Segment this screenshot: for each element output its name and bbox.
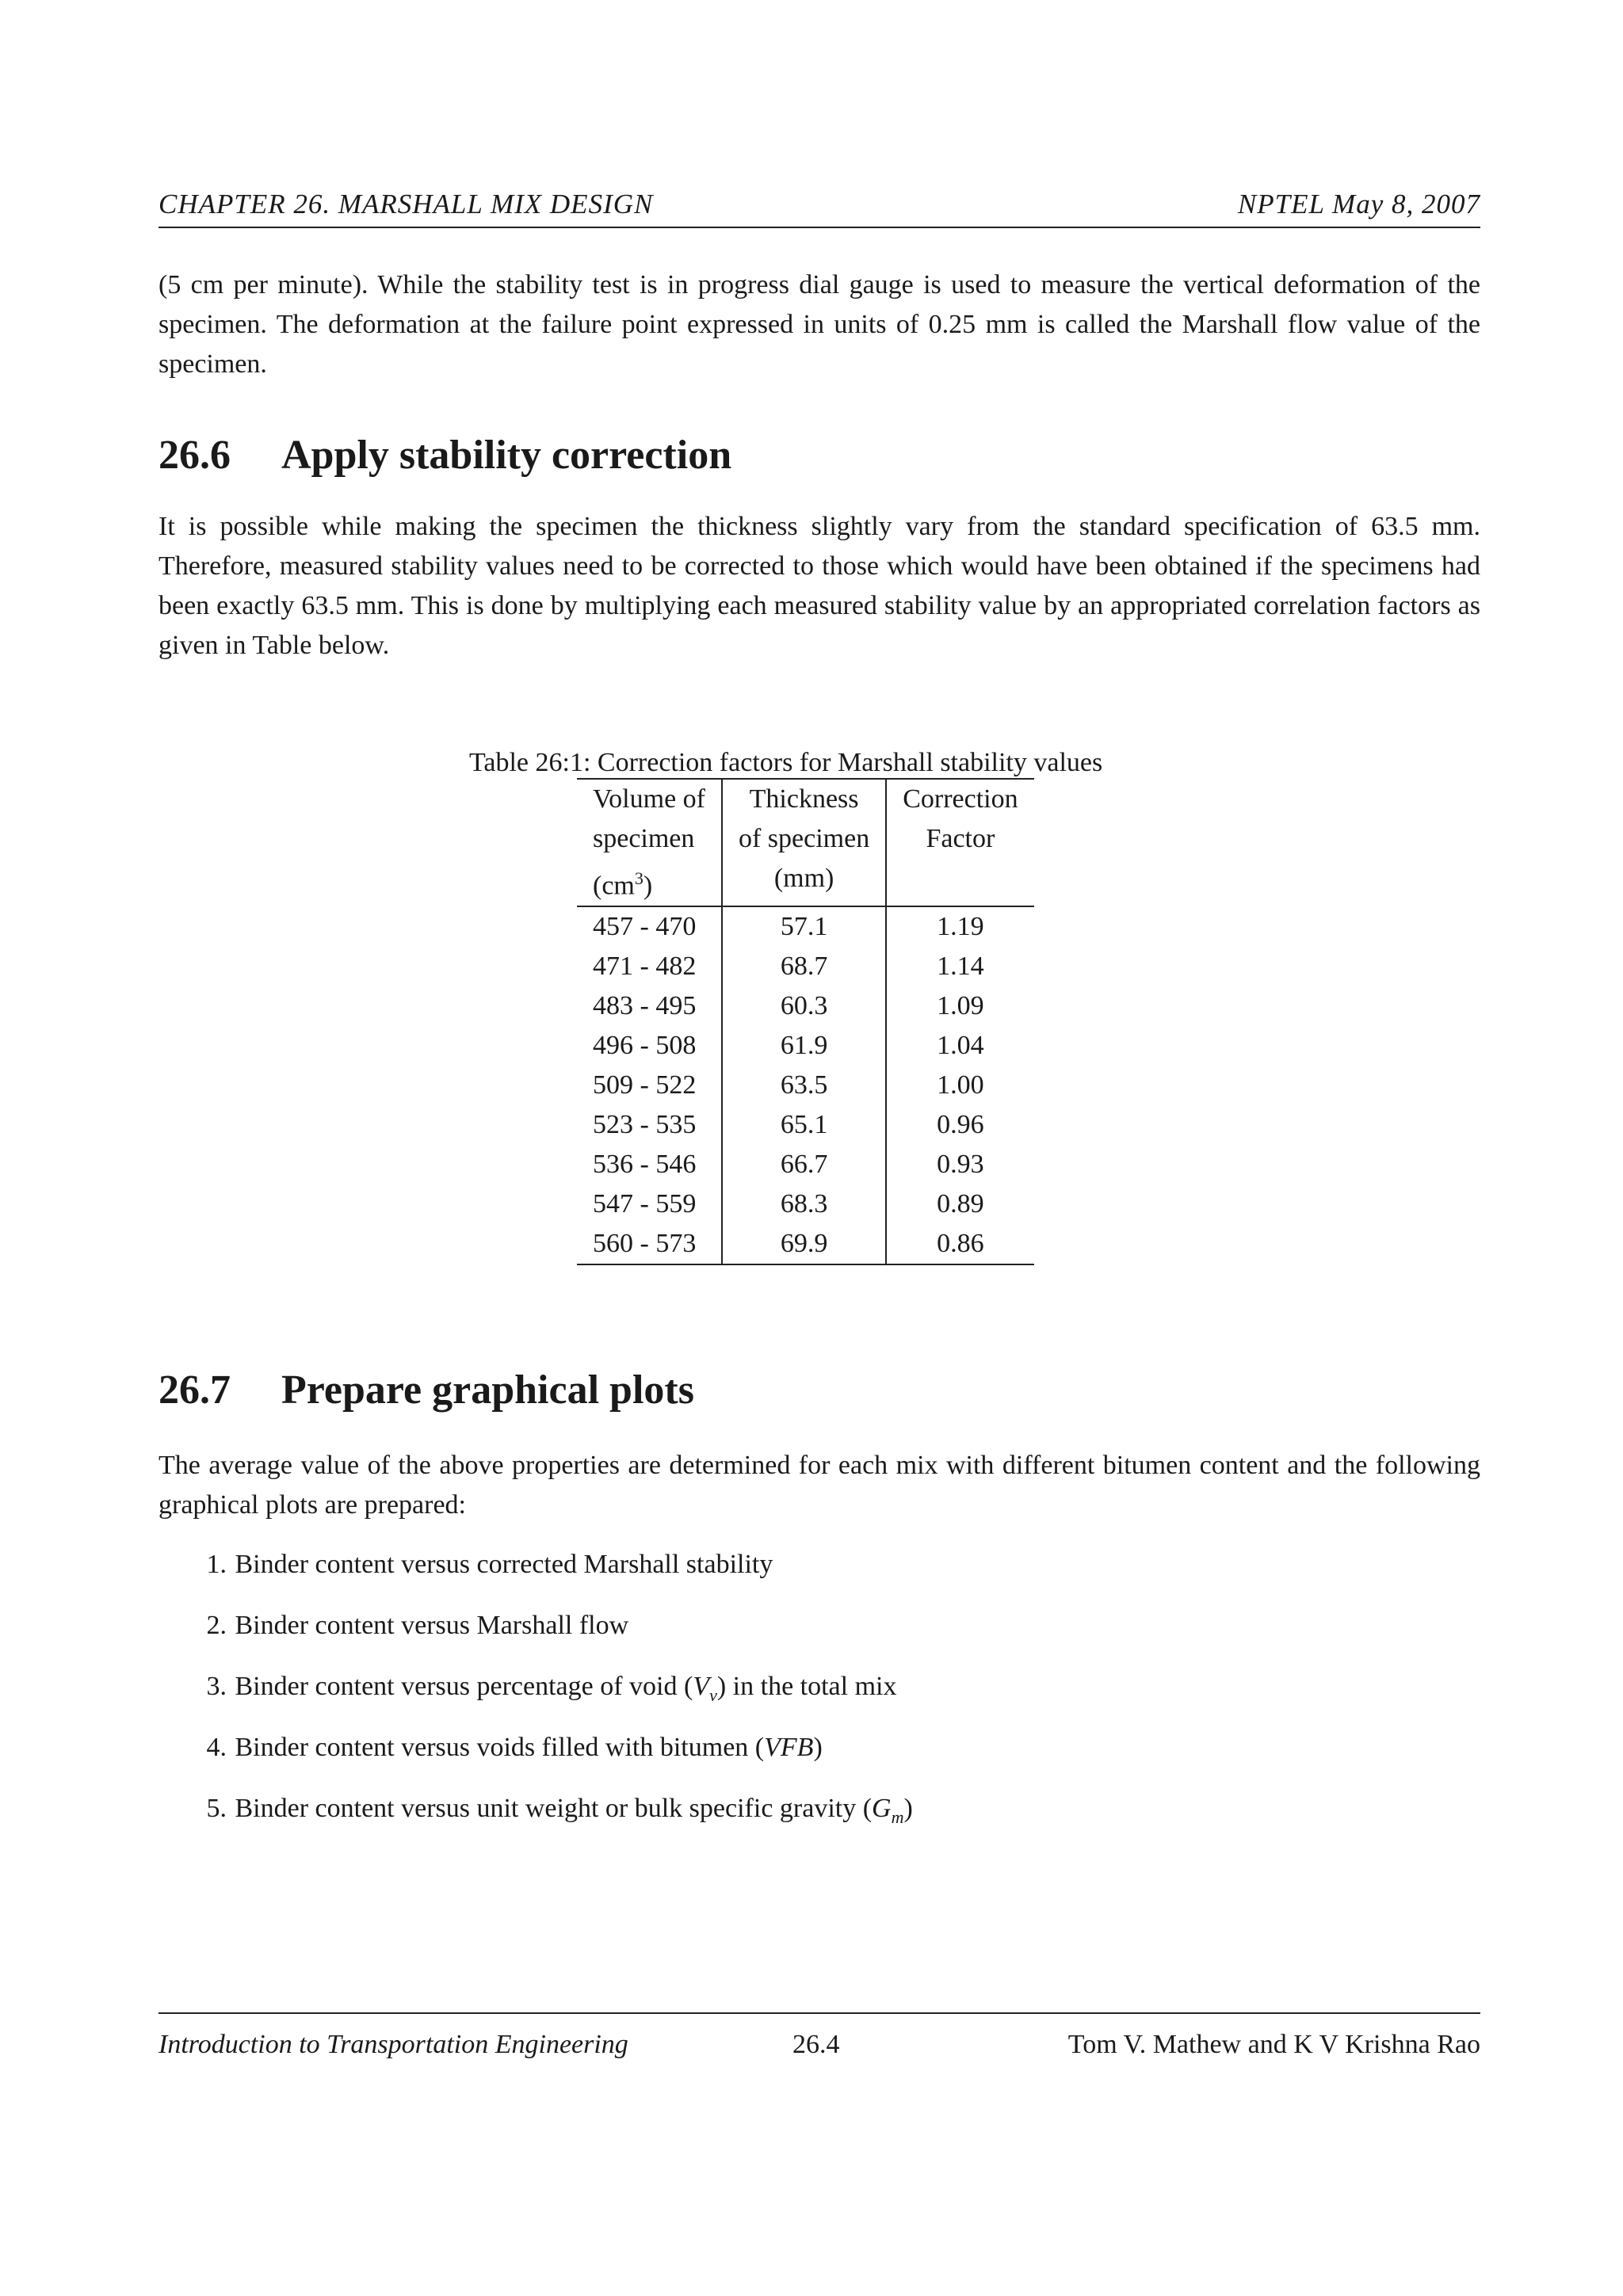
volume-cell: 547 - 559 — [577, 1184, 722, 1224]
thickness-cell: 68.3 — [722, 1184, 886, 1224]
section-title: Prepare graphical plots — [281, 1367, 694, 1413]
list-text: Binder content versus unit weight or bulk specific gravity $(G_m)$ — [235, 1794, 913, 1827]
column-header-empty — [886, 859, 1033, 906]
volume-cell: 457 - 470 — [577, 906, 722, 947]
correction-factor-table — [577, 778, 1034, 1265]
thickness-cell: 63.5 — [722, 1066, 886, 1105]
list-item — [158, 1728, 913, 1789]
factor-cell: 0.86 — [886, 1224, 1033, 1264]
volume-cell: 523 - 535 — [577, 1105, 722, 1145]
table-row — [577, 1224, 1034, 1264]
factor-cell: 0.96 — [937, 1110, 984, 1140]
section-26-7-paragraph: The average value of the above properties are determined for each mix with different bitumen content and the following graphical plots are prepared: — [158, 1451, 1480, 1520]
page-number: 26.4 — [792, 2030, 840, 2059]
section-heading-26-7 — [158, 1367, 694, 1413]
list-item — [158, 1606, 913, 1667]
book-title: Introduction to Transportation Engineering — [158, 2030, 628, 2059]
volume-cell: 483 - 495 — [577, 986, 722, 1026]
volume-cell: 471 - 482 — [577, 947, 722, 986]
thickness-cell: 69.9 — [722, 1224, 886, 1264]
factor-cell: 1.04 — [937, 1031, 984, 1061]
list-number: 5. — [206, 1794, 227, 1823]
list-text: Binder content versus percentage of void $(V_v)$ in the total mix — [235, 1672, 897, 1705]
list-text: Binder content versus corrected Marshall stability — [235, 1550, 773, 1579]
page-header — [158, 189, 1480, 228]
chapter-title: CHAPTER 26. MARSHALL MIX DESIGN — [158, 189, 654, 219]
volume-cell: 536 - 546 — [577, 1145, 722, 1184]
table-caption: Table 26:1: Correction factors for Marshall stability values — [469, 748, 1103, 777]
column-header-correction-line2: Factor — [926, 824, 995, 853]
volume-cell: 560 - 573 — [577, 1224, 722, 1264]
list-text: Binder content versus Marshall flow — [235, 1611, 629, 1640]
list-number: 2. — [206, 1611, 227, 1640]
thickness-cell: 65.1 — [722, 1105, 886, 1145]
table-row — [577, 1105, 1034, 1145]
volume-cell: 496 - 508 — [577, 1026, 722, 1066]
list-number: 4. — [206, 1733, 227, 1762]
table-row — [577, 1026, 1034, 1066]
table-row — [577, 1184, 1034, 1224]
table-row — [577, 1145, 1034, 1184]
column-header-correction: Correction — [886, 779, 1033, 819]
section-number: 26.7 — [158, 1367, 231, 1413]
factor-cell: 0.89 — [937, 1189, 984, 1219]
volume-cell: 509 - 522 — [577, 1066, 722, 1105]
list-number: 3. — [206, 1672, 227, 1701]
thickness-cell: 66.7 — [722, 1145, 886, 1184]
list-item — [158, 1667, 913, 1728]
factor-cell: 1.19 — [937, 912, 984, 942]
list-number: 1. — [206, 1550, 227, 1579]
table-row — [577, 906, 1034, 947]
math-symbol: G — [872, 1794, 892, 1823]
factor-cell: 1.14 — [937, 952, 984, 982]
thickness-cell: 61.9 — [722, 1026, 886, 1066]
intro-paragraph: (5 cm per minute). While the stability test is in progress dial gauge is used to measure the vertical deformation of the specimen. The deformation at the failure point expressed in units of 0.25 mm is called the Marshall flow value of the specimen. — [158, 270, 1480, 379]
factor-cell: 1.09 — [937, 991, 984, 1021]
column-header-thickness: Thickness — [722, 779, 886, 819]
column-header-volume: Volume of — [577, 779, 722, 819]
section-26-6-paragraph: It is possible while making the specimen the thickness slightly vary from the standard specification of 63.5 mm. Therefore, measured stability values need to be corrected to those which would have been obtained if the specimens had been exactly 63.5 mm. This is done by multiplying each measured stability value by an appropriated correlation factors as given in Table below. — [158, 512, 1480, 660]
section-number: 26.6 — [158, 433, 231, 478]
thickness-cell: 68.7 — [722, 947, 886, 986]
authors: Tom V. Mathew and K V Krishna Rao — [1067, 2030, 1480, 2059]
math-symbol: VFB — [764, 1733, 814, 1762]
factor-cell: 0.93 — [937, 1150, 984, 1180]
math-symbol: V — [693, 1672, 710, 1701]
section-heading-26-6 — [158, 432, 731, 479]
column-header-thickness-line2: of specimen — [722, 819, 886, 859]
table-row — [577, 947, 1034, 986]
factor-cell: 1.00 — [937, 1070, 984, 1100]
column-header-volume-line2: specimen — [577, 819, 722, 859]
list-item — [158, 1789, 913, 1850]
plot-list — [158, 1545, 913, 1850]
list-text: Binder content versus voids filled with bitumen (VFB) — [235, 1733, 823, 1762]
section-title: Apply stability correction — [281, 433, 732, 478]
page-footer — [158, 2012, 1480, 2059]
list-item — [158, 1545, 913, 1606]
column-header-thickness-unit: (mm) — [722, 859, 886, 906]
column-header-volume-unit: $(cm^3)$ — [577, 859, 722, 906]
thickness-cell: 57.1 — [722, 906, 886, 947]
thickness-cell: 60.3 — [722, 986, 886, 1026]
table-row — [577, 1066, 1034, 1105]
table-row — [577, 986, 1034, 1026]
header-date: NPTEL May 8, 2007 — [1237, 189, 1480, 219]
